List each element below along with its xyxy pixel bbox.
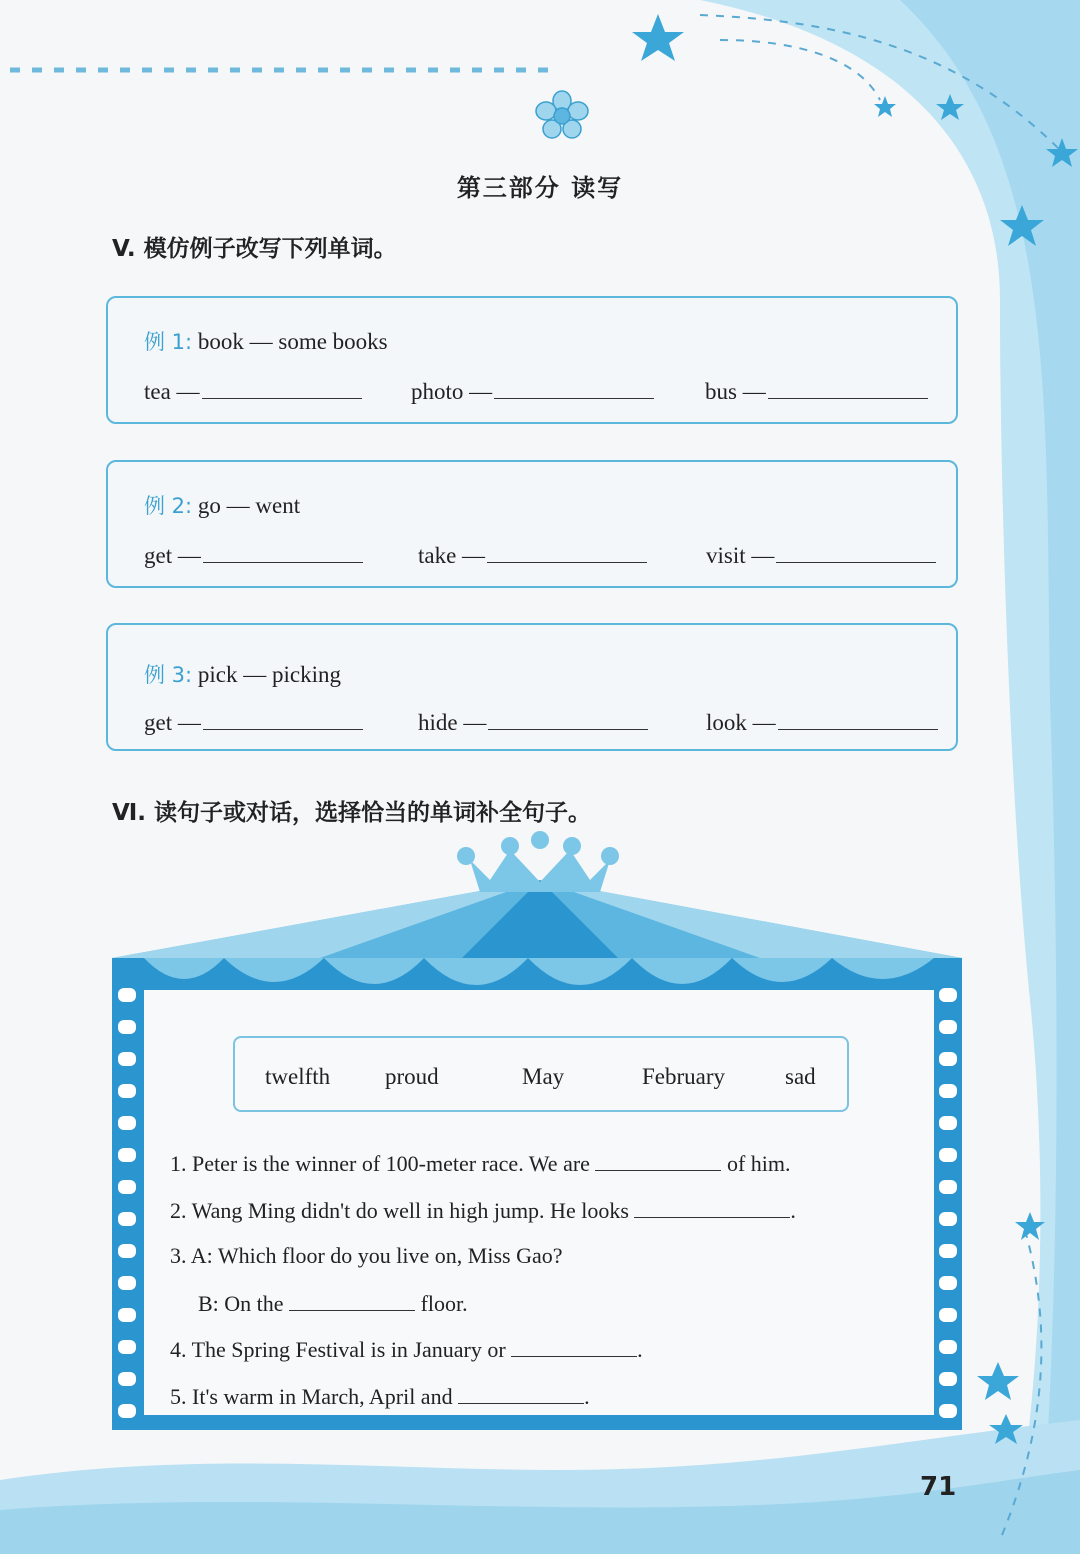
sentence-2 xyxy=(170,1197,796,1224)
word-bank-item: February xyxy=(642,1064,726,1089)
page-number: 71 xyxy=(920,1472,957,1502)
exercise-word: tea — xyxy=(144,379,200,404)
sentence-text: . xyxy=(584,1384,590,1409)
crown-icon xyxy=(457,831,619,892)
answer-blank[interactable] xyxy=(202,378,362,399)
example-label: 例 3: xyxy=(144,663,193,687)
exercise-word: take — xyxy=(418,543,486,568)
sentence-text: of him. xyxy=(726,1151,791,1176)
exercise-word: photo — xyxy=(411,379,493,404)
sentence-text: B: On the xyxy=(198,1291,284,1316)
sentence-text: 1. Peter is the winner of 100-meter race. We are xyxy=(170,1151,590,1176)
answer-blank[interactable] xyxy=(458,1383,584,1404)
answer-blank[interactable] xyxy=(289,1290,415,1311)
word-bank-item: proud xyxy=(385,1064,439,1089)
word-bank xyxy=(233,1036,849,1112)
example-line xyxy=(144,659,341,689)
exercise-item xyxy=(706,709,938,736)
exercise-word: hide — xyxy=(418,710,487,735)
example-box-2 xyxy=(106,460,958,588)
answer-blank[interactable] xyxy=(768,378,928,399)
example-label: 例 2: xyxy=(144,494,193,518)
example-label: 例 1: xyxy=(144,330,193,354)
exercise-item xyxy=(418,542,647,569)
exercise-item xyxy=(144,542,363,569)
sentence-text: 3. A: Which floor do you live on, Miss Gao? xyxy=(170,1243,563,1268)
exercise-word: bus — xyxy=(705,379,766,404)
example-text: book — some books xyxy=(197,329,388,354)
word-bank-item: twelfth xyxy=(265,1064,331,1089)
sentence-text: . xyxy=(637,1337,643,1362)
answer-blank[interactable] xyxy=(488,709,648,730)
sentence-text: 2. Wang Ming didn't do well in high jump. He looks xyxy=(170,1198,629,1223)
sentence-text: floor. xyxy=(420,1291,468,1316)
exercise-item xyxy=(411,378,654,405)
exercise-word: look — xyxy=(706,710,776,735)
answer-blank[interactable] xyxy=(778,709,938,730)
answer-blank[interactable] xyxy=(494,378,654,399)
sentence-text: 5. It's warm in March, April and xyxy=(170,1384,453,1409)
exercise-word: visit — xyxy=(706,543,775,568)
part-title: 第三部分 读写 xyxy=(456,174,624,202)
answer-blank[interactable] xyxy=(776,542,936,563)
exercise-word: get — xyxy=(144,543,201,568)
answer-blank[interactable] xyxy=(595,1150,721,1171)
example-text: pick — picking xyxy=(197,662,341,687)
sentence-4 xyxy=(170,1336,643,1363)
answer-blank[interactable] xyxy=(634,1197,790,1218)
exercise-word: get — xyxy=(144,710,201,735)
answer-blank[interactable] xyxy=(203,709,363,730)
example-text: go — went xyxy=(197,493,301,518)
example-line xyxy=(144,490,300,520)
section-heading-5: V. 模仿例子改写下列单词。 xyxy=(112,236,397,262)
sentence-5 xyxy=(170,1383,590,1410)
answer-blank[interactable] xyxy=(203,542,363,563)
sentence-text: . xyxy=(790,1198,796,1223)
sentence-3a xyxy=(170,1243,563,1269)
exercise-item xyxy=(706,542,936,569)
answer-blank[interactable] xyxy=(511,1336,637,1357)
sentence-1 xyxy=(170,1150,791,1177)
exercise-item xyxy=(418,709,648,736)
example-box-3 xyxy=(106,623,958,751)
flower-icon xyxy=(535,90,589,140)
exercise-item xyxy=(705,378,928,405)
example-line xyxy=(144,326,388,356)
section-heading-6: Ⅵ. 读句子或对话，选择恰当的单词补全句子。 xyxy=(112,800,592,826)
exercise-item xyxy=(144,378,362,405)
exercise-item xyxy=(144,709,363,736)
sentence-3b xyxy=(198,1290,468,1317)
word-bank-item: May xyxy=(522,1064,565,1089)
word-bank-item: sad xyxy=(785,1064,816,1089)
sentence-text: 4. The Spring Festival is in January or xyxy=(170,1337,506,1362)
answer-blank[interactable] xyxy=(487,542,647,563)
example-box-1 xyxy=(106,296,958,424)
